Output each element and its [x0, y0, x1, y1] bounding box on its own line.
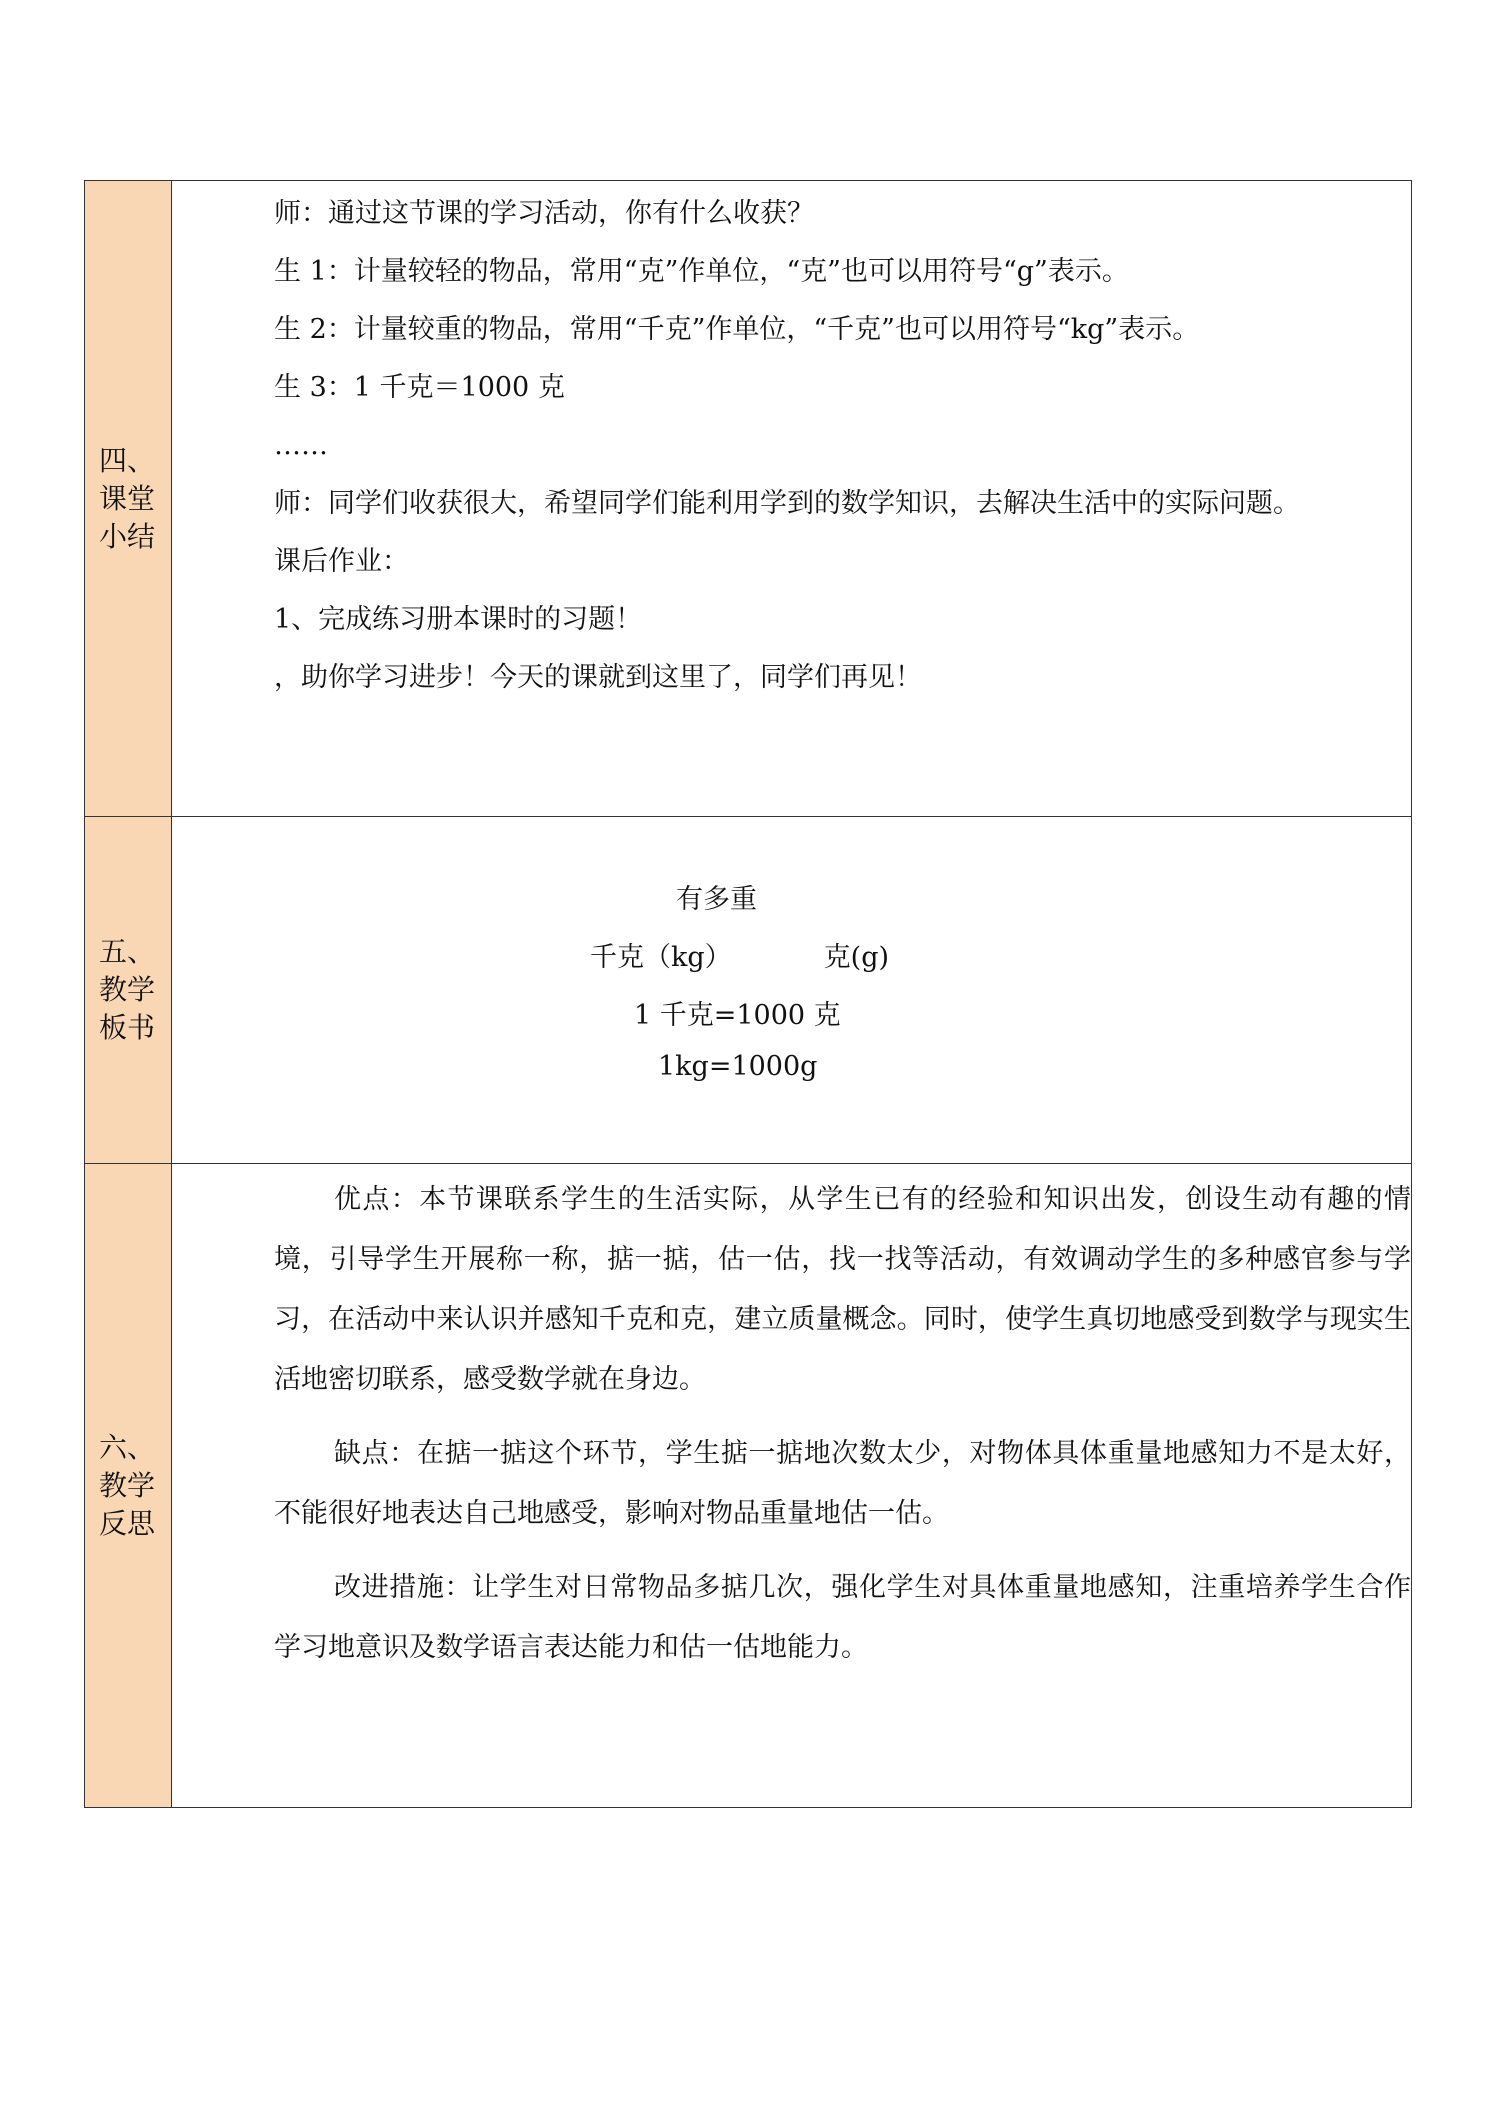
section-board-row	[85, 817, 1412, 1164]
section-label-summary: 四、 课堂 小结	[99, 443, 156, 553]
section-label-cell	[85, 1164, 172, 1808]
summary-line: ，助你学习进步！今天的课就到这里了，同学们再见！	[274, 662, 922, 693]
section-label-reflection: 六、 教学 反思	[99, 1430, 156, 1540]
summary-line: 生 1：计量较轻的物品，常用“克”作单位，“克”也可以用符号“g”表示。	[274, 256, 1129, 287]
summary-line: ……	[274, 430, 328, 461]
section-label-board: 五、 教学 板书	[99, 935, 156, 1044]
summary-line: 1、完成练习册本课时的习题！	[274, 604, 643, 635]
section-label-cell	[85, 181, 172, 817]
board-units	[590, 935, 889, 974]
section-board-content	[172, 817, 1412, 1164]
summary-line: 生 3：1 千克＝1000 克	[274, 372, 565, 403]
section-label-cell	[85, 817, 172, 1164]
summary-line: 师：通过这节课的学习活动，你有什么收获？	[274, 198, 814, 229]
summary-line: 课后作业：	[274, 546, 409, 577]
lesson-plan-table	[84, 180, 1412, 1808]
section-reflection-row	[85, 1164, 1412, 1808]
board-title: 有多重	[676, 884, 757, 915]
summary-line: 师：同学们收获很大，希望同学们能利用学到的数学知识，去解决生活中的实际问题。	[274, 488, 1300, 519]
blackboard-layout	[172, 817, 1411, 1163]
summary-line: 生 2：计量较重的物品，常用“千克”作单位，“千克”也可以用符号“kg”表示。	[274, 314, 1200, 345]
reflection-improvements: 改进措施：让学生对日常物品多掂几次，强化学生对具体重量地感知，注重培养学生合作学习地意识及数学语言表达能力和估一估地能力。	[274, 1572, 1411, 1663]
summary-dialogue	[274, 181, 1411, 707]
reflection-strengths: 优点：本节课联系学生的生活实际，从学生已有的经验和知识出发，创设生动有趣的情境，引导学生开展称一称，掂一掂，估一估，找一找等活动，有效调动学生的多种感官参与学习，在活动中来认识并感知千克和克，建立质量概念。同时，使学生真切地感受到数学与现实生活地密切联系，感受数学就在身边。	[274, 1184, 1411, 1395]
board-equation-chinese: 1 千克=1000 克	[634, 1000, 841, 1031]
reflection-weaknesses: 缺点：在掂一掂这个环节，学生掂一掂地次数太少，对物体具体重量地感知力不是太好，不能很好地表达自己地感受，影响对物品重量地估一估。	[274, 1438, 1411, 1529]
section-reflection-content	[172, 1164, 1412, 1808]
board-equation-symbol: 1kg=1000g	[658, 1051, 818, 1082]
section-summary-content	[172, 181, 1412, 817]
section-summary-row	[85, 181, 1412, 817]
board-unit-kg: 千克（kg）	[590, 942, 732, 973]
reflection-paragraphs	[274, 1164, 1411, 1678]
board-unit-g: 克(g)	[823, 942, 890, 973]
